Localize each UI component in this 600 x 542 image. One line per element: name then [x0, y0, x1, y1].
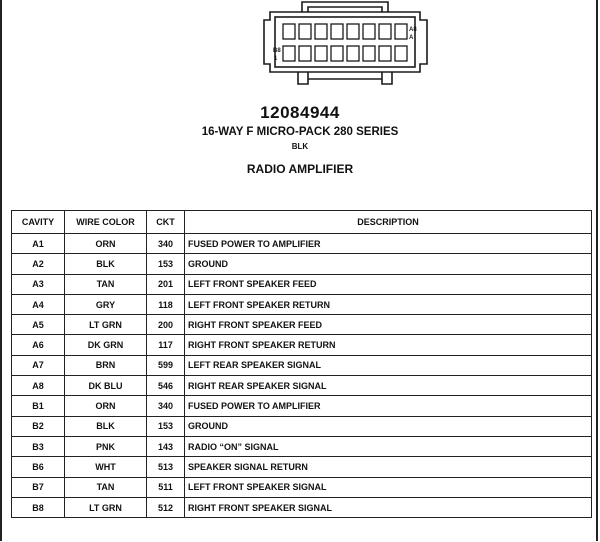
cell-wire-color: BLK	[65, 416, 147, 436]
cell-cavity: A4	[12, 294, 65, 314]
table-row	[12, 497, 592, 517]
cell-description: LEFT FRONT SPEAKER RETURN	[185, 294, 592, 314]
cell-wire-color: BRN	[65, 355, 147, 375]
cell-description: LEFT FRONT SPEAKER SIGNAL	[185, 477, 592, 497]
cell-wire-color: ORN	[65, 396, 147, 416]
cell-wire-color: DK GRN	[65, 335, 147, 355]
pin-label-b1: 1	[274, 56, 278, 62]
cell-description: FUSED POWER TO AMPLIFIER	[185, 234, 592, 254]
cell-wire-color: LT GRN	[65, 315, 147, 335]
table-row	[12, 396, 592, 416]
cell-wire-color: WHT	[65, 457, 147, 477]
cell-description: LEFT FRONT SPEAKER FEED	[185, 274, 592, 294]
cell-cavity: A7	[12, 355, 65, 375]
cell-ckt: 512	[147, 497, 185, 517]
pin-label-b8: B8	[273, 48, 281, 54]
table-header-row	[12, 211, 592, 234]
header-wire-color: WIRE COLOR	[65, 211, 147, 234]
table-row	[12, 335, 592, 355]
cell-cavity: A3	[12, 274, 65, 294]
cell-ckt: 153	[147, 254, 185, 274]
cell-cavity: A5	[12, 315, 65, 335]
cell-description: SPEAKER SIGNAL RETURN	[185, 457, 592, 477]
cell-ckt: 118	[147, 294, 185, 314]
cell-wire-color: DK BLU	[65, 376, 147, 396]
cell-cavity: A1	[12, 234, 65, 254]
table-row	[12, 376, 592, 396]
cell-ckt: 200	[147, 315, 185, 335]
header-description: DESCRIPTION	[185, 211, 592, 234]
connector-diagram	[262, 0, 432, 98]
connector-color: BLK	[291, 142, 309, 151]
cell-ckt: 599	[147, 355, 185, 375]
cell-ckt: 340	[147, 396, 185, 416]
pinout-body	[12, 234, 592, 518]
cell-description: LEFT REAR SPEAKER SIGNAL	[185, 355, 592, 375]
cell-cavity: A2	[12, 254, 65, 274]
cavity-row-b	[283, 46, 407, 61]
table-row	[12, 436, 592, 456]
cell-description: GROUND	[185, 254, 592, 274]
table-row	[12, 315, 592, 335]
cell-wire-color: BLK	[65, 254, 147, 274]
cell-cavity: B6	[12, 457, 65, 477]
table-row	[12, 416, 592, 436]
header-ckt: CKT	[147, 211, 185, 234]
cell-ckt: 117	[147, 335, 185, 355]
cell-description: GROUND	[185, 416, 592, 436]
cell-description: RIGHT REAR SPEAKER SIGNAL	[185, 376, 592, 396]
cell-cavity: B1	[12, 396, 65, 416]
cell-ckt: 513	[147, 457, 185, 477]
table-row	[12, 294, 592, 314]
cell-wire-color: PNK	[65, 436, 147, 456]
cell-wire-color: ORN	[65, 234, 147, 254]
pinout-table	[11, 210, 592, 518]
cell-ckt: 153	[147, 416, 185, 436]
cell-ckt: 201	[147, 274, 185, 294]
cell-description: RADIO “ON” SIGNAL	[185, 436, 592, 456]
component-name: RADIO AMPLIFIER	[246, 162, 354, 176]
cavity-row-a	[283, 24, 407, 39]
table-row	[12, 477, 592, 497]
cell-ckt: 340	[147, 234, 185, 254]
pin-label-a1: A	[409, 35, 414, 41]
cell-wire-color: GRY	[65, 294, 147, 314]
header-cavity: CAVITY	[12, 211, 65, 234]
cell-description: FUSED POWER TO AMPLIFIER	[185, 396, 592, 416]
table-row	[12, 254, 592, 274]
cell-wire-color: TAN	[65, 274, 147, 294]
cell-description: RIGHT FRONT SPEAKER RETURN	[185, 335, 592, 355]
table-row	[12, 234, 592, 254]
cell-ckt: 546	[147, 376, 185, 396]
pin-label-a8: A8	[409, 27, 417, 33]
cell-description: RIGHT FRONT SPEAKER FEED	[185, 315, 592, 335]
cell-description: RIGHT FRONT SPEAKER SIGNAL	[185, 497, 592, 517]
cell-ckt: 143	[147, 436, 185, 456]
cell-wire-color: LT GRN	[65, 497, 147, 517]
table-row	[12, 457, 592, 477]
cell-cavity: B7	[12, 477, 65, 497]
cell-cavity: B2	[12, 416, 65, 436]
cell-cavity: A8	[12, 376, 65, 396]
table-row	[12, 274, 592, 294]
part-number: 12084944	[260, 103, 340, 122]
cell-cavity: A6	[12, 335, 65, 355]
cell-wire-color: TAN	[65, 477, 147, 497]
table-row	[12, 355, 592, 375]
cell-ckt: 511	[147, 477, 185, 497]
connector-series: 16-WAY F MICRO-PACK 280 SERIES	[201, 126, 399, 138]
cell-cavity: B8	[12, 497, 65, 517]
cell-cavity: B3	[12, 436, 65, 456]
